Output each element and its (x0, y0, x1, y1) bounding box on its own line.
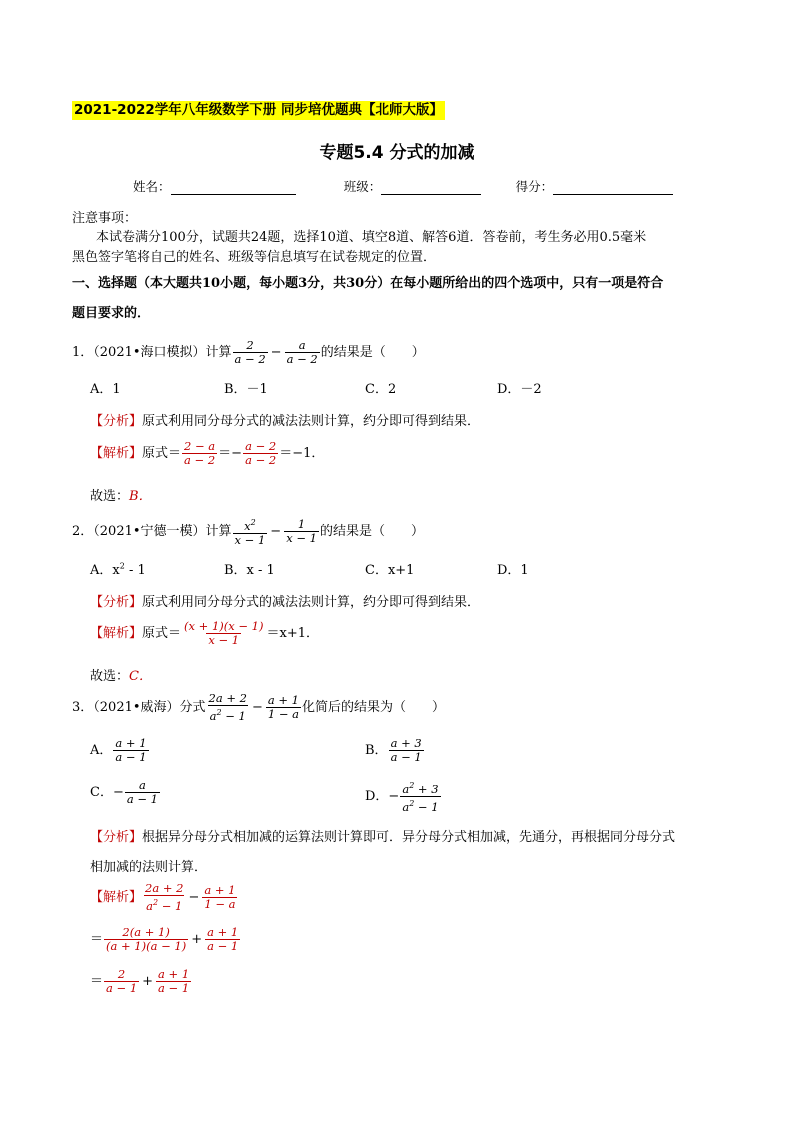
score-field[interactable] (553, 180, 673, 195)
q1-fraction-2: $\frac{a}{a - 2}$ (286, 338, 318, 366)
q3-analysis-line-1: 【分析】根据异分母分式相加减的运算法则计算即可．异分母分式相加减，先通分，再根据同分母分式 (90, 830, 676, 845)
notes-heading: 注意事项： (72, 211, 138, 226)
q2-option-a: A．$x^2 - 1$ (90, 561, 146, 578)
class-field[interactable] (381, 180, 481, 195)
q1-option-c: C．2 (365, 382, 397, 397)
q1-solution-fraction-2: $\frac{a - 2}{a - 2}$ (245, 439, 277, 467)
class-label: 班级： (343, 179, 382, 194)
q3-option-a: A． $\frac{a + 1}{a - 1}$ (90, 736, 147, 764)
page-title: 专题5.4 分式的加减 (319, 143, 475, 163)
section-1-heading-line-1: 一、选择题（本大题共10小题，每小题3分，共30分）在每小题所给出的四个选项中，只有一项是符合 (72, 276, 664, 291)
q2-option-c: C．x+1 (365, 563, 415, 578)
q1-suffix: 的结果是（ ） (320, 345, 425, 360)
question-3: 3．（2021•威海）分式 $\frac{2a + 2}{a^2 - 1}$ − $\frac{a + 1}{1 - a}$ 化简后的结果为（ ） (72, 691, 446, 723)
q1-option-d: D．－2 (497, 382, 542, 397)
question-2: 2．（2021•宁德一模）计算 $\frac{x^2}{x - 1}$ − $\frac{1}{x - 1}$ 的结果是（ ） (72, 516, 424, 547)
q3-fraction-2: $\frac{a + 1}{1 - a}$ (267, 692, 299, 721)
name-field[interactable] (171, 180, 296, 195)
q2-fraction-2: $\frac{1}{x - 1}$ (286, 516, 317, 545)
q3-solution-line-2: ＝ $\frac{2(a + 1)}{(a + 1)(a - 1)}$ + $\frac{a + 1}{a - 1}$ (90, 925, 239, 953)
q2-solution: 【解析】原式＝ $\frac{(x + 1)(x - 1)}{x - 1}$ ＝x+1． (90, 619, 319, 647)
name-label: 姓名： (133, 179, 171, 194)
q2-analysis: 【分析】原式利用同分母分式的减法法则计算，约分即可得到结果． (90, 595, 481, 610)
question-1: 1．（2021•海口模拟）计算 $\frac{2}{a - 2}$ − $\frac{a}{a - 2}$ 的结果是（ ） (72, 338, 425, 366)
series-banner: 2021-2022学年八年级数学下册 同步培优题典【北师大版】 (74, 102, 443, 118)
q3-analysis-line-2: 相加减的法则计算． (90, 860, 208, 875)
q3-solution-line-3: ＝ $\frac{2}{a - 1}$ + $\frac{a + 1}{a - 1}$ (90, 967, 190, 995)
q1-prefix: 1．（2021•海口模拟）计算 (72, 345, 232, 360)
q1-solution-fraction-1: $\frac{2 - a}{a - 2}$ (184, 439, 216, 467)
score-label: 得分： (515, 179, 554, 194)
notes-line-1: 本试卷满分100分，试题共24题，选择10道、填空8道、解答6道．答卷前，考生务必用0.5毫米 (96, 230, 647, 245)
q1-analysis: 【分析】原式利用同分母分式的减法法则计算，约分即可得到结果． (90, 414, 481, 429)
q2-fraction-1: $\frac{x^2}{x - 1}$ (234, 518, 266, 547)
notes-line-2: 黑色签字笔将自己的姓名、班级等信息填写在试卷规定的位置． (72, 250, 437, 265)
q3-fraction-1: $\frac{2a + 2}{a^2 - 1}$ (208, 691, 247, 723)
q3-option-c: C．− $\frac{a}{a - 1}$ (90, 778, 158, 806)
q3-option-b: B． $\frac{a + 3}{a - 1}$ (365, 736, 422, 764)
q1-option-b: B．－1 (224, 382, 268, 397)
q2-solution-fraction: $\frac{(x + 1)(x - 1)}{x - 1}$ (184, 619, 264, 647)
q1-fraction-1: $\frac{2}{a - 2}$ (234, 338, 266, 366)
q1-option-a: A．1 (90, 382, 121, 397)
q3-solution-line-1: 【解析】 $\frac{2a + 2}{a^2 - 1}$ − $\frac{a + 1}{1 - a}$ (90, 881, 236, 913)
section-1-heading-line-2: 题目要求的． (72, 306, 151, 321)
student-info-row (133, 177, 673, 195)
q1-answer: 故选：B． (90, 489, 152, 504)
q2-answer: 故选：C． (90, 669, 152, 684)
q2-option-b: B．x - 1 (224, 563, 275, 578)
q1-solution: 【解析】原式＝ $\frac{2 - a}{a - 2}$ ＝− $\frac{a - 2}{a - 2}$ ＝−1． (90, 439, 325, 467)
q3-option-d: D．− $\frac{a^2 + 3}{a^2 - 1}$ (365, 781, 439, 814)
q2-option-d: D．1 (497, 563, 529, 578)
